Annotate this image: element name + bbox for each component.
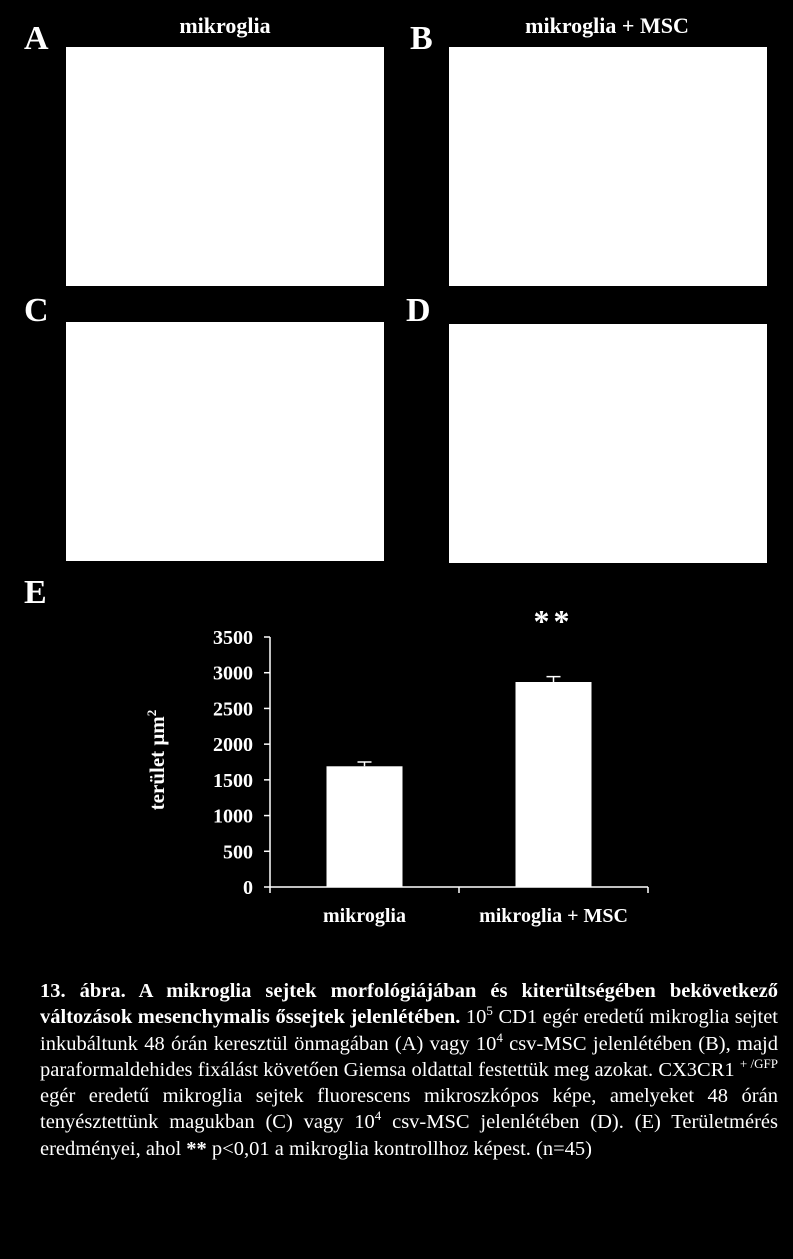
significance-marker: ** bbox=[533, 603, 574, 639]
caption-sup-4: 4 bbox=[374, 1108, 382, 1124]
panel-label-d: D bbox=[406, 292, 431, 329]
caption-text-2b: csv-MSC jelenlétében (D). (E) Területmérés eredményei, ahol bbox=[40, 1111, 778, 1160]
x-category-label-1: mikroglia bbox=[323, 905, 406, 927]
panel-label-c: C bbox=[24, 292, 49, 329]
y-tick-label-1000: 1000 bbox=[213, 805, 253, 828]
caption-text-1b: CD1 egér eredetű mikroglia sejtet inkubáltunk 48 órán keresztül önmagában (A) vagy 10 bbox=[40, 1006, 779, 1055]
y-tick-label-3000: 3000 bbox=[213, 662, 253, 685]
caption-sup-1: 5 bbox=[486, 1003, 493, 1019]
y-tick-label-2500: 2500 bbox=[213, 698, 253, 721]
panel-label-e: E bbox=[24, 574, 47, 611]
panel-label-a: A bbox=[24, 20, 49, 57]
caption-title: 13. ábra. A mikroglia sejtek morfológiájában és kiterültségében bekövetkező változások mesenchymalis őssejtek jelenlétében. bbox=[40, 980, 778, 1029]
y-tick-label-3500: 3500 bbox=[213, 627, 253, 649]
caption-sup-3: + /GFP bbox=[739, 1056, 779, 1072]
caption-text-1a: 10 bbox=[465, 1006, 487, 1029]
y-tick-label-0: 0 bbox=[243, 877, 253, 899]
caption-text-1c: csv-MSC jelenlétében (B), majd paraformaldehides fixálást követően Giemsa oldattal festettük meg azokat. CX3CR1 bbox=[40, 1032, 778, 1081]
panel-b-title: mikroglia + MSC bbox=[525, 13, 689, 38]
panel-a-title: mikroglia bbox=[179, 13, 271, 38]
caption-significance: ** bbox=[186, 1137, 207, 1160]
caption-text-3: p<0,01 a mikroglia kontrollhoz képest. (n=45) bbox=[211, 1137, 593, 1160]
panel-label-b: B bbox=[410, 20, 433, 57]
caption-sup-2: 4 bbox=[496, 1029, 503, 1045]
x-category-label-2: mikroglia + MSC bbox=[479, 905, 628, 927]
y-tick-label-2000: 2000 bbox=[213, 734, 253, 757]
bar-2 bbox=[516, 682, 592, 887]
y-axis-label: terület $\mu m^2$ bbox=[144, 709, 169, 811]
caption-text-2a: egér eredetű mikroglia sejtek fluorescens mikroszkópos képe, amelyeket 48 órán tenyésztettünk magukban (C) vagy 10 bbox=[40, 1085, 778, 1134]
y-tick-label-500: 500 bbox=[223, 841, 253, 864]
bar-1 bbox=[327, 766, 403, 887]
figure-caption bbox=[40, 978, 778, 1162]
y-tick-label-1500: 1500 bbox=[213, 769, 253, 792]
